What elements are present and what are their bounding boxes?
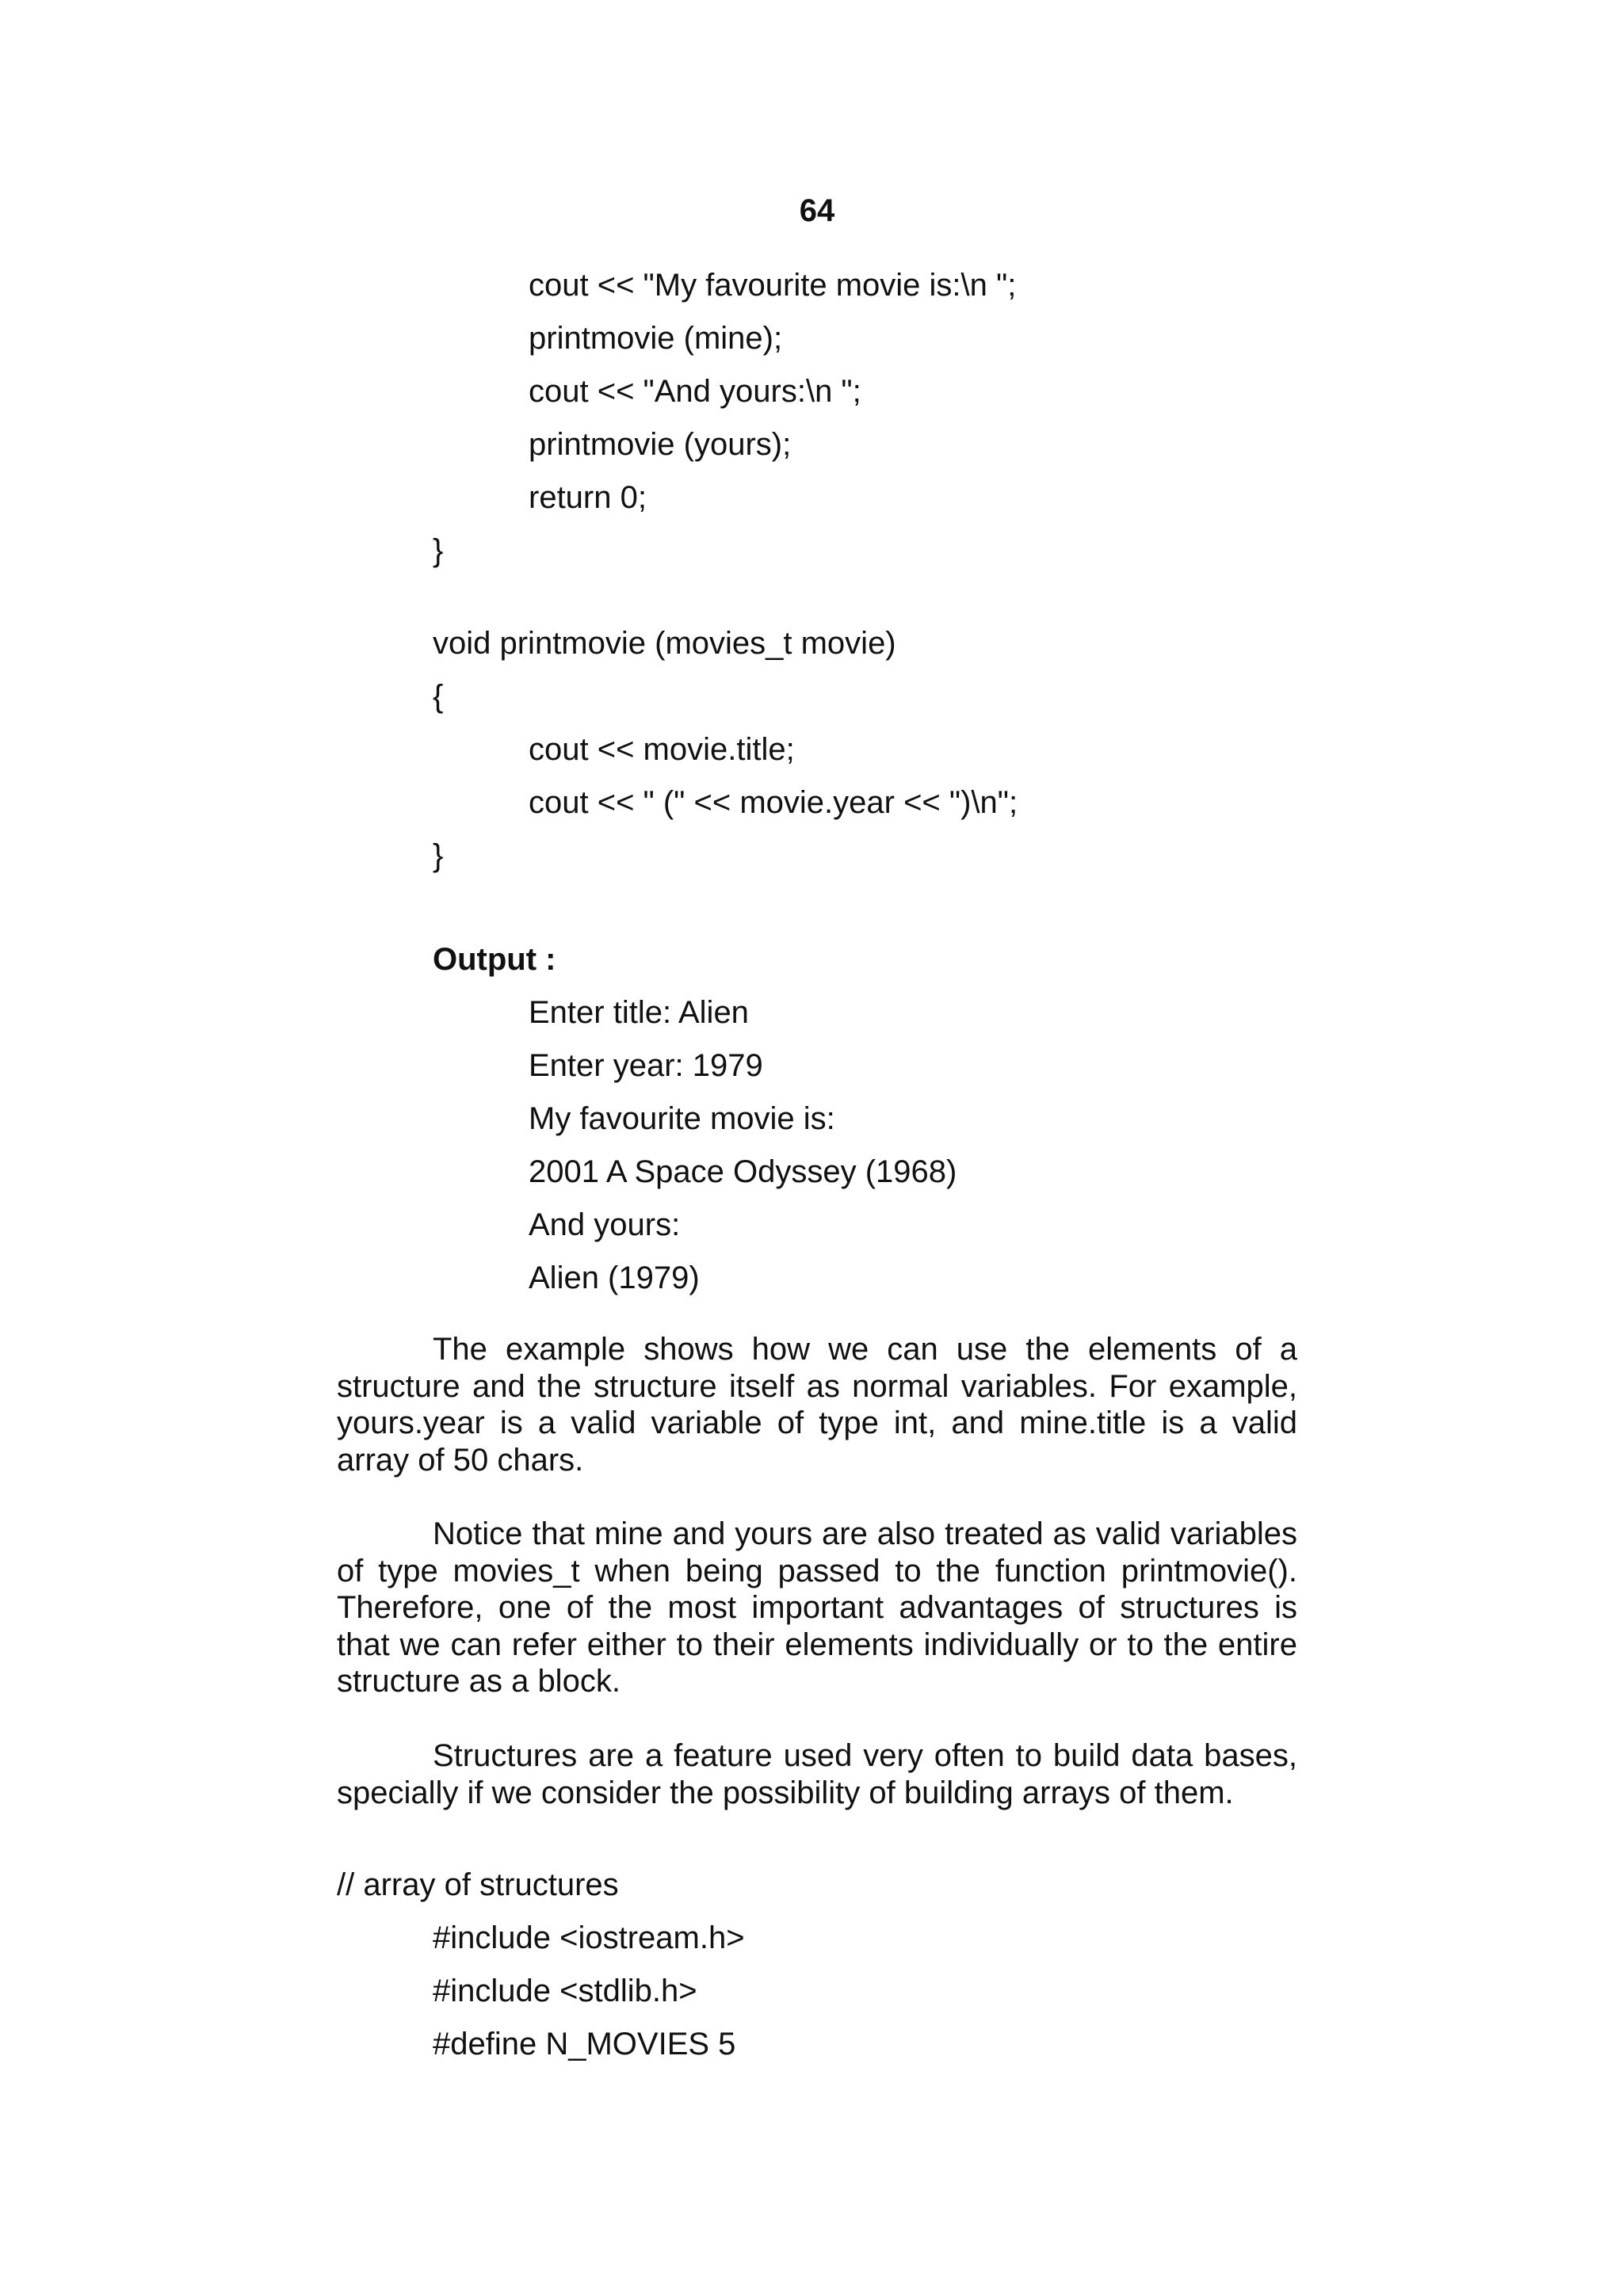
output-line: Enter year: 1979 bbox=[529, 1048, 763, 1083]
output-line: Alien (1979) bbox=[529, 1261, 700, 1295]
paragraph: The example shows how we can use the elements of a structure and the structure itself as normal variables. For example, yours.year is a valid variable of type int, and mine.title is a valid array of 50 chars. bbox=[337, 1332, 1297, 1478]
code-line: } bbox=[433, 838, 444, 873]
paragraph: Notice that mine and yours are also treated as valid variables of type movies_t when being passed to the function printmovie(). Therefore, one of the most important advantages of structures is that we can refer either to their elements individually or to the entire structure as a block. bbox=[337, 1516, 1297, 1699]
code-comment: // array of structures bbox=[337, 1867, 619, 1902]
code-line: cout << "My favourite movie is:\n "; bbox=[529, 268, 1017, 303]
code-line: cout << "And yours:\n "; bbox=[529, 374, 861, 409]
code-line: printmovie (mine); bbox=[529, 321, 783, 356]
paragraph: Structures are a feature used very often to build data bases, specially if we consider the possibility of building arrays of them. bbox=[337, 1738, 1297, 1810]
output-heading: Output : bbox=[433, 942, 556, 977]
code-line: return 0; bbox=[529, 480, 647, 515]
code-line: cout << movie.title; bbox=[529, 732, 795, 767]
output-line: And yours: bbox=[529, 1207, 681, 1242]
code-line: #include <stdlib.h> bbox=[433, 1974, 697, 2008]
code-line: #define N_MOVIES 5 bbox=[433, 2027, 736, 2061]
code-line: { bbox=[433, 679, 444, 714]
code-line: } bbox=[433, 533, 444, 568]
output-line: My favourite movie is: bbox=[529, 1101, 835, 1136]
page-number: 64 bbox=[799, 193, 835, 228]
code-line: cout << " (" << movie.year << ")\n"; bbox=[529, 785, 1018, 820]
code-line: void printmovie (movies_t movie) bbox=[433, 626, 896, 661]
code-line: printmovie (yours); bbox=[529, 427, 792, 462]
output-line: Enter title: Alien bbox=[529, 995, 749, 1030]
code-line: #include <iostream.h> bbox=[433, 1920, 745, 1955]
output-line: 2001 A Space Odyssey (1968) bbox=[529, 1154, 957, 1189]
